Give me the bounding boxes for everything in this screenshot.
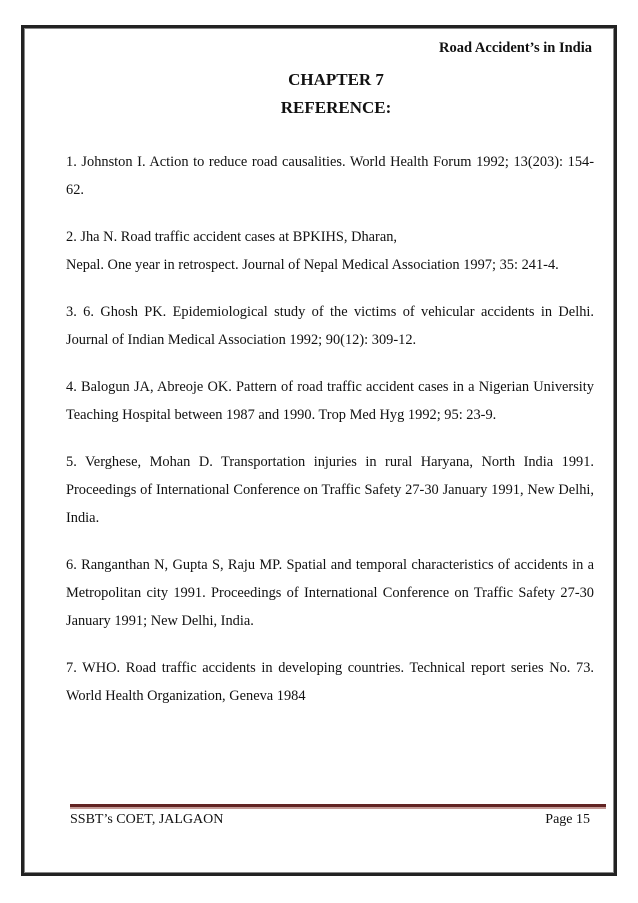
reference-item: 4. Balogun JA, Abreoje OK. Pattern of road traffic accident cases in a Nigerian University Teaching Hospital between 1987 and 1990. Trop Med Hyg 1992; 95: 23-9. [66, 379, 594, 423]
running-header: Road Accident’s in India [439, 40, 592, 56]
footer-institution: SSBT’s COET, JALGAON [70, 812, 224, 827]
reference-list [66, 148, 594, 729]
chapter-number: CHAPTER 7 [288, 70, 384, 89]
reference-item: 7. WHO. Road traffic accidents in developing countries. Technical report series No. 73. World Health Organization, Geneva 1984 [66, 660, 594, 704]
reference-item: 1. Johnston I. Action to reduce road causalities. World Health Forum 1992; 13(203): 154-62. [66, 154, 594, 198]
reference-item: 6. Ranganthan N, Gupta S, Raju MP. Spatial and temporal characteristics of accidents in a Metropolitan city 1991. Proceedings of International Conference on Traffic Safety 27-30 January 1991; New Delhi, India. [66, 557, 594, 629]
reference-line: 2. Jha N. Road traffic accident cases at BPKIHS, Dharan, [66, 229, 398, 245]
reference-item: 3. 6. Ghosh PK. Epidemiological study of the victims of vehicular accidents in Delhi. Journal of Indian Medical Association 1992; 90(12): 309-12. [66, 304, 594, 348]
chapter-title: REFERENCE: [280, 98, 392, 117]
reference-line: Nepal. One year in retrospect. Journal of Nepal Medical Association 1997; 35: 241-4. [66, 257, 559, 273]
footer-divider [70, 804, 606, 809]
reference-item: 5. Verghese, Mohan D. Transportation injuries in rural Haryana, North India 1991. Proceedings of International Conference on Traffic Safety 27-30 January 1991, New Delhi, India. [66, 454, 594, 526]
page-number: Page 15 [545, 812, 590, 827]
reference-item [66, 223, 594, 279]
